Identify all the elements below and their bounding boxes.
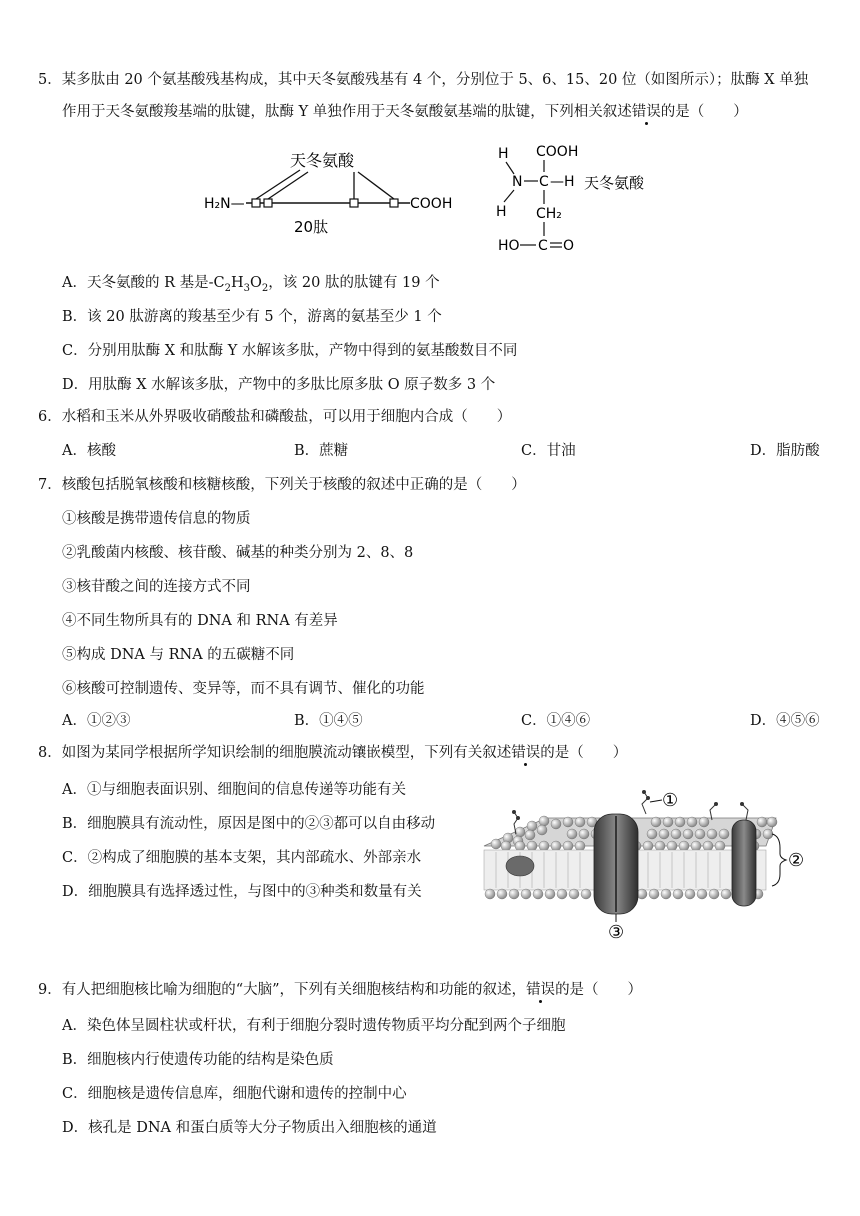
q8-membrane-figure [476, 784, 826, 944]
q5-stem-text: 作用于天冬氨酸羧基端的肽键，肽酶 Y 单独作用于天冬氨酸氨基端的肽键，下列相关叙述 [62, 104, 632, 120]
q6-option-d: D．脂肪酸 [750, 443, 820, 459]
q5-stem-line2 [62, 102, 748, 122]
q5-peptide-figure [198, 140, 478, 240]
q8-protein-right [732, 820, 756, 906]
q7-option-c: C．①④⑥ [521, 713, 591, 729]
q9-option-c: C．细胞核是遗传信息库，细胞代谢和遗传的控制中心 [62, 1086, 407, 1102]
q5-option-b: B．该 20 肽游离的羧基至少有 5 个，游离的氨基至少 1 个 [62, 309, 442, 325]
q5-fig-nterm: H₂N— [204, 196, 245, 212]
q8-emphasis-wrong: 错误 [511, 745, 541, 761]
q8-option-c: C．②构成了细胞膜的基本支架，其内部疏水、外部亲水 [62, 850, 422, 866]
q6-option-b: B．蔗糖 [294, 443, 349, 459]
q5-option-d: D．用肽酶 X 水解该多肽，产物中的多肽比原多肽 O 原子数多 3 个 [62, 377, 496, 393]
q5-struct-n: N [512, 174, 523, 190]
q5-struct-cooh: COOH [536, 144, 579, 160]
q9-stem: 9．有人把细胞核比喻为细胞的“大脑”，下列有关细胞核结构和功能的叙述，错误的是（ ） [38, 982, 643, 998]
q7-item-1: ①核酸是携带遗传信息的物质 [62, 511, 251, 527]
q9-emphasis-wrong: 错误 [526, 982, 556, 998]
q7-option-d: D．④⑤⑥ [750, 713, 820, 729]
q8-option-a: A．①与细胞表面识别、细胞间的信息传递等功能有关 [62, 782, 406, 798]
q8-protein-small [506, 856, 534, 876]
q5-struct-c: C [539, 174, 549, 190]
q6-option-a: A．核酸 [62, 443, 116, 459]
q8-stem: 8．如图为某同学根据所学知识绘制的细胞膜流动镶嵌模型，下列有关叙述错误的是（ ） [38, 745, 628, 761]
q8-option-b: B．细胞膜具有流动性，原因是图中的②③都可以自由移动 [62, 816, 436, 832]
q5-stem-line1: 5．某多肽由 20 个氨基酸残基构成，其中天冬氨酸残基有 4 个，分别位于 5、6、15、20 位（如图所示）；肽酶 X 单独 [38, 72, 809, 88]
q8-fig-label-1: ① [662, 790, 679, 811]
q5-option-a: A．天冬氨酸的 R 基是$-C_2H_3O_2$，该 20 肽的肽键有 19 个 [62, 275, 440, 294]
q8-fig-label-2: ② [788, 850, 805, 871]
q7-item-4: ④不同生物所具有的 DNA 和 RNA 有差异 [62, 613, 338, 629]
q7-item-3: ③核苷酸之间的连接方式不同 [62, 579, 251, 595]
q9-option-d: D．核孔是 DNA 和蛋白质等大分子物质出入细胞核的通道 [62, 1120, 437, 1136]
q5-struct-ho: HO [498, 238, 520, 254]
q7-option-a: A．①②③ [62, 713, 131, 729]
q9-option-b: B．细胞核内行使遗传功能的结构是染色质 [62, 1052, 334, 1068]
q5-struct-name: 天冬氨酸 [584, 174, 645, 192]
q6-stem: 6．水稻和玉米从外界吸收硝酸盐和磷酸盐，可以用于细胞内合成（ ） [38, 409, 512, 425]
q5-fig-label-20peptide: 20肽 [294, 218, 329, 236]
q5-fig-cterm: COOH [410, 196, 453, 212]
q5-struct-h-top: H [498, 146, 509, 162]
q8-option-d: D．细胞膜具有选择透过性，与图中的③种类和数量有关 [62, 884, 422, 900]
q7-option-b: B．①④⑤ [294, 713, 363, 729]
q5-aspartate-structure [492, 138, 692, 258]
q5-struct-o: O [563, 238, 575, 254]
q7-item-6: ⑥核酸可控制遗传、变异等，而不具有调节、催化的功能 [62, 681, 425, 697]
q5-struct-h-bottom: H [496, 204, 507, 220]
q6-option-c: C．甘油 [521, 443, 576, 459]
q7-stem: 7．核酸包括脱氧核酸和核糖核酸，下列关于核酸的叙述中正确的是（ ） [38, 477, 526, 493]
q5-stem-tail: 的是（ ） [660, 104, 748, 120]
q5-struct-c2: C [538, 238, 548, 254]
q8-fig-label-3: ③ [608, 922, 625, 943]
q7-item-5: ⑤构成 DNA 与 RNA 的五碳糖不同 [62, 647, 295, 663]
q5-struct-h-right: —H [550, 174, 575, 190]
q5-emphasis-wrong: 错误 [631, 104, 661, 120]
q5-fig-label-aspartate: 天冬氨酸 [290, 151, 355, 170]
q9-option-a: A．染色体呈圆柱状或杆状，有利于细胞分裂时遗传物质平均分配到两个子细胞 [62, 1018, 566, 1034]
q7-item-2: ②乳酸菌内核酸、核苷酸、碱基的种类分别为 2、8、8 [62, 545, 414, 561]
q5-struct-ch2: CH₂ [536, 206, 562, 222]
q5-option-c: C．分别用肽酶 X 和肽酶 Y 水解该多肽，产物中得到的氨基酸数目不同 [62, 343, 518, 359]
